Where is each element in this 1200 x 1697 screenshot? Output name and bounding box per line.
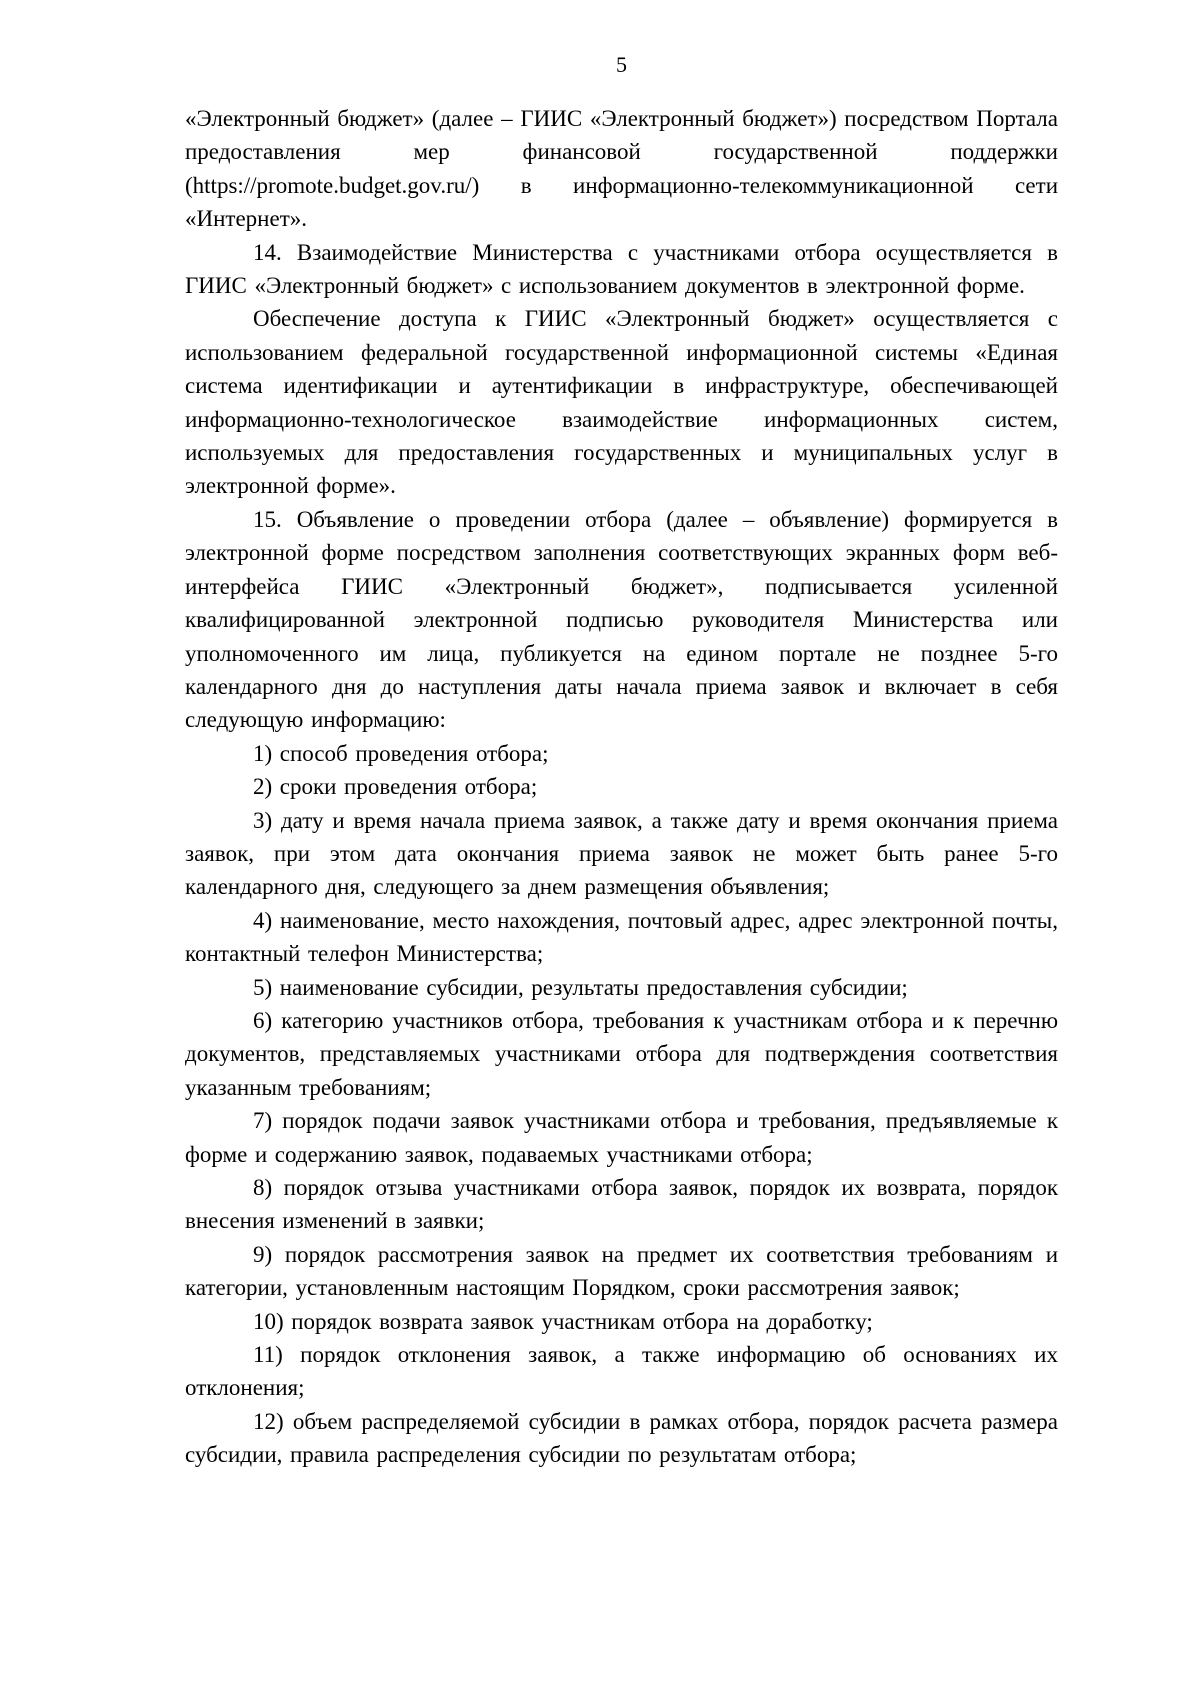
- page-content: [185, 52, 1058, 1472]
- list-item: 5) наименование субсидии, результаты предоставления субсидии;: [253, 974, 908, 1000]
- list-item: 4) наименование, место нахождения, почтовый адрес, адрес электронной почты, контактный телефон Министерства;: [185, 907, 1058, 967]
- paragraph: Обеспечение доступа к ГИИС «Электронный бюджет» осуществляется с использованием федеральной государственной информационной системы «Единая система идентификации и аутентификации в инфраструктуре, обеспечивающей информационно-технологическое взаимодействие информационных систем, используемых для предоставления государственных и муниципальных услуг в электронной форме».: [185, 306, 1058, 499]
- list-item: 11) порядок отклонения заявок, а также информацию об основаниях их отклонения;: [185, 1342, 1058, 1401]
- list-item: 7) порядок подачи заявок участниками отбора и требования, предъявляемые к форме и содержанию заявок, подаваемых участниками отбора;: [185, 1108, 1058, 1167]
- list-item: 10) порядок возврата заявок участникам отбора на доработку;: [253, 1308, 873, 1334]
- list-item: 9) порядок рассмотрения заявок на предмет их соответствия требованиям и категории, установленным настоящим Порядком, сроки рассмотрения заявок;: [185, 1241, 1058, 1301]
- paragraph: 14. Взаимодействие Министерства с участниками отбора осуществляется в ГИИС «Электронный бюджет» с использованием документов в электронной форме.: [185, 239, 1058, 299]
- page-number-value: 5: [616, 52, 627, 77]
- list-item: 1) способ проведения отбора;: [253, 740, 549, 766]
- page-number: [185, 52, 1058, 78]
- list-item: 3) дату и время начала приема заявок, а также дату и время окончания приема заявок, при этом дата окончания приема заявок не может быть ранее 5-го календарного дня, следующего за днем размещения объявления;: [185, 807, 1058, 900]
- document-text: [185, 102, 1058, 1472]
- paragraph: 15. Объявление о проведении отбора (далее – объявление) формируется в электронной форме посредством заполнения соответствующих экранных форм веб-интерфейса ГИИС «Электронный бюджет», подписывается усиленной квалифицированной электронной подписью руководителя Министерства или уполномоченного им лица, публикуется на едином портале не позднее 5-го календарного дня до наступления даты начала приема заявок и включает в себя следующую информацию:: [185, 506, 1058, 733]
- list-item: 8) порядок отзыва участниками отбора заявок, порядок их возврата, порядок внесения изменений в заявки;: [185, 1175, 1058, 1234]
- list-item: 2) сроки проведения отбора;: [253, 774, 538, 800]
- paragraph: «Электронный бюджет» (далее – ГИИС «Электронный бюджет») посредством Портала предоставления мер финансовой государственной поддержки (https://promote.budget.gov.ru/) в информационно-телекоммуникационной сети «Интернет».: [185, 106, 1058, 232]
- list-item: 12) объем распределяемой субсидии в рамках отбора, порядок расчета размера субсидии, правила распределения субсидии по результатам отбора;: [185, 1408, 1058, 1468]
- list-item: 6) категорию участников отбора, требования к участникам отбора и к перечню документов, представляемых участниками отбора для подтверждения соответствия указанным требованиям;: [185, 1007, 1058, 1100]
